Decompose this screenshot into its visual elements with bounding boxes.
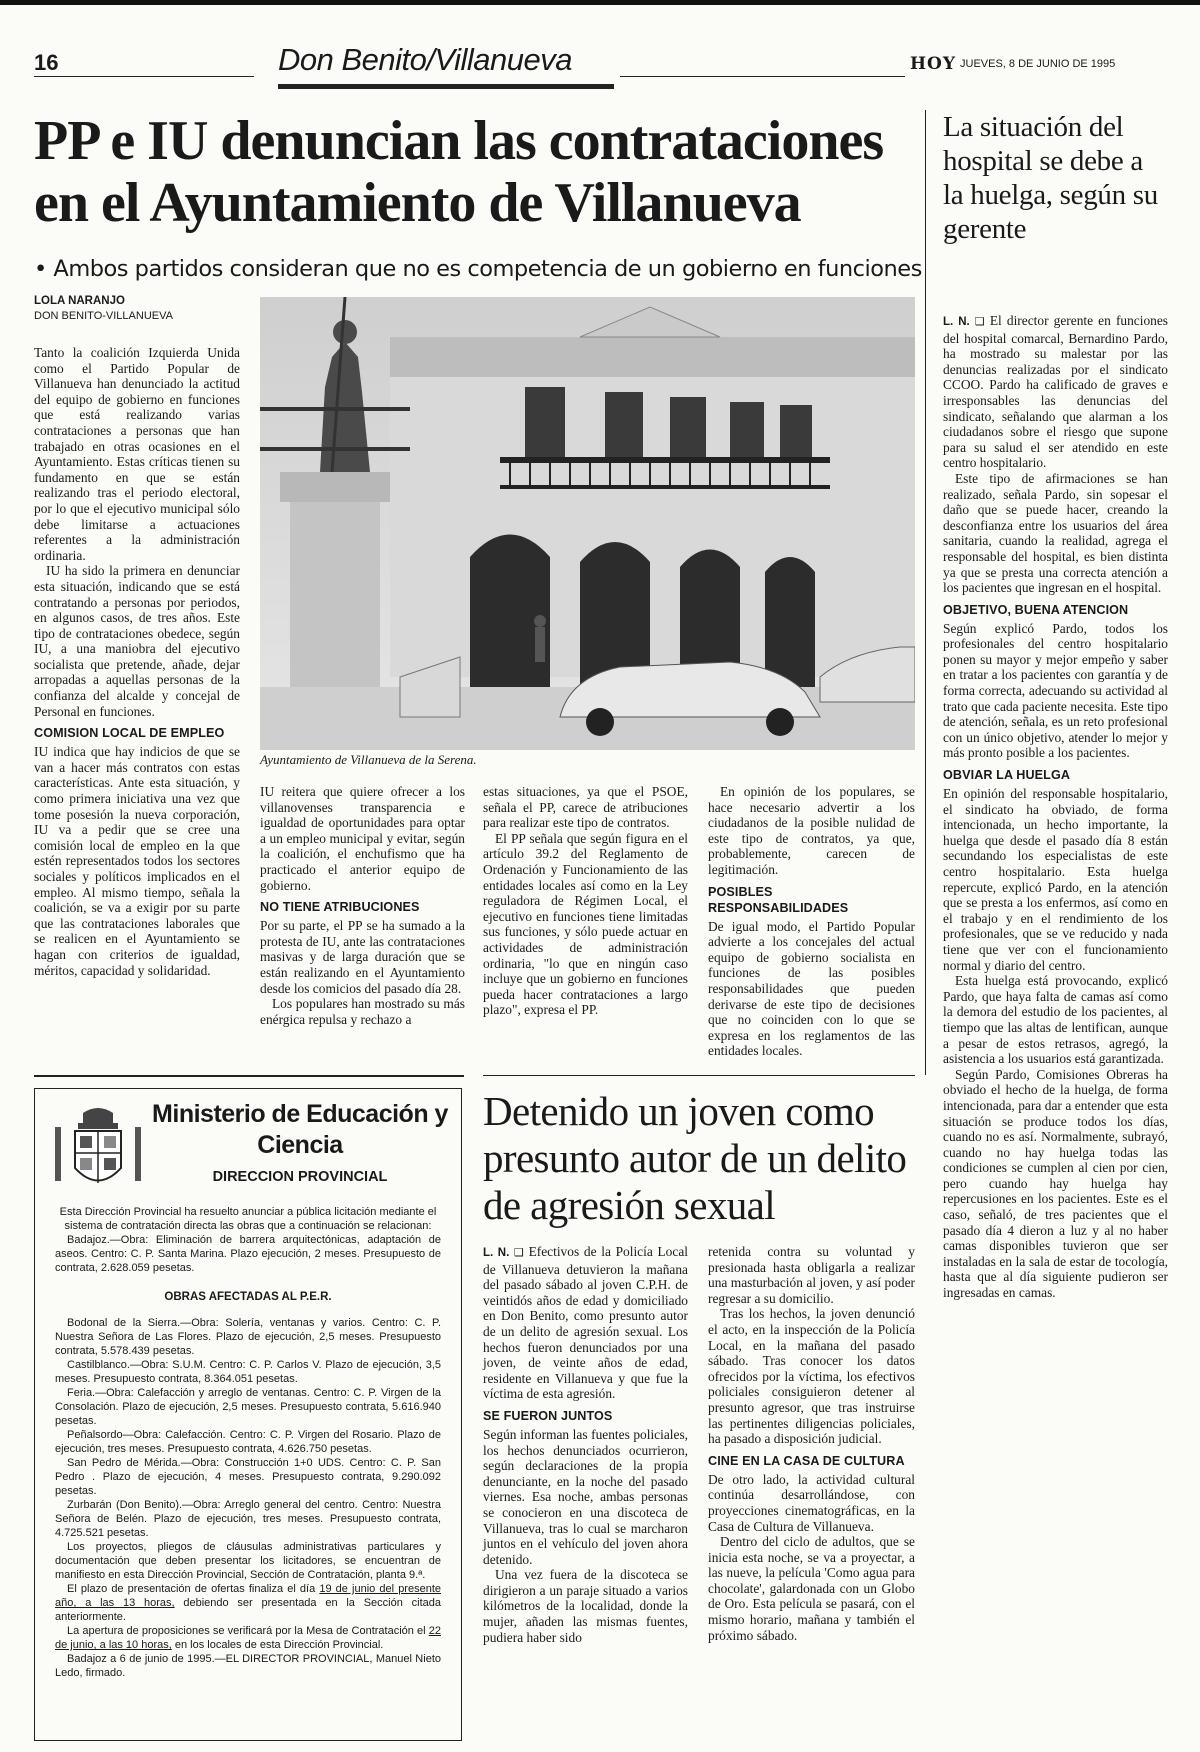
col4-subheading: POSIBLES RESPONSABILIDADES [708, 884, 849, 915]
col3-para-1: estas situaciones, ya que el PSOE, señala el PP, carece de atribuciones para realizar este tipo de contratos. [483, 784, 688, 831]
col2-subheading: NO TIENE ATRIBUCIONES [260, 900, 420, 915]
second-para-6: De otro lado, la actividad cultural continúa desarrollándose, con proyecciones cinematográficas, en la Casa de Cultura de Villanueva. [708, 1471, 915, 1534]
town-hall-photo [260, 297, 915, 750]
second-col2 [708, 1244, 915, 1643]
main-subhead: • Ambos partidos consideran que no es competencia de un gobierno en funciones [34, 256, 922, 282]
deadline-date: 19 de junio del presente año, a las 13 horas, [55, 1583, 441, 1609]
col1-para-1: Tanto la coalición Izquierda Unida como el Partido Popular de Villanueva han denunciado la actitud del equipo de gobierno en funciones que está realizando varias contrataciones a personas que han trabajado en otras ocasiones en el Ayuntamiento. Estas críticas tienen su fundamento en que se están realizando tras el periodo electoral, por lo que el ejecutivo municipal sólo debe limitarse a actuaciones referentes a la administración ordinaria. [34, 345, 240, 563]
col1-para-2: IU ha sido la primera en denunciar esta situación, indicando que se está contratando a personas por periodos, en algunos casos, de tres años. Este tipo de contrataciones obedece, según IU, a una maniobra del ejecutivo socialista que pretende, añade, dejar arropadas a aquellas personas de la confianza del alcalde y concejal de Personal en funciones. [34, 563, 240, 719]
ministry-opening [55, 1624, 441, 1652]
ministry-intro: Esta Dirección Provincial ha resuelto anunciar a pública licitación mediante el sistema de contratación directa las obras que a continuación se relacionan: [59, 1206, 437, 1232]
second-para-5: Tras los hechos, la joven denunció el acto, en la inspección de la Policía Local, en la mañana del pasado sábado. Tras conocer los datos ofrecidos por la víctima, los efectivos policiales consiguieron detener al presunto agresor, que tras instruirse las pertinentes diligencias policiales, ha pasado a disposición judicial. [708, 1306, 915, 1447]
main-author: LOLA NARANJO [34, 295, 125, 307]
main-location: DON BENITO-VILLANUEVA [34, 310, 173, 322]
col2-para-2: Por su parte, el PP se ha sumado a la protesta de IU, ante las contrataciones masivas y de larga duración que se están realizando en el Ayuntamiento desde los comicios del pasado día 28. [260, 918, 465, 996]
deadline-post: debiendo ser presentada en la Sección citada anteriormente. [55, 1597, 441, 1623]
ministry-item-7: Los proyectos, pliegos de cláusulas administrativas particulares y documentación que deben presentar los licitadores, se encuentran de manifiesto en esta Dirección Provincial, Sección de Contratación, planta 9.ª. [55, 1541, 441, 1581]
ministry-section-title: OBRAS AFECTADAS AL P.E.R. [164, 1291, 332, 1303]
ministry-title-line2: Ciencia [257, 1131, 343, 1159]
coat-of-arms-icon [53, 1103, 143, 1195]
sidebar-subheading-2: OBVIAR LA HUELGA [943, 768, 1071, 783]
sidebar-para-3: Según explicó Pardo, todos los profesionales del centro hospitalario ponen su mayor y mejor empeño y saber en tratar a los pacientes con garantía y de forma correcta, adecuando su actividad al trato que cada paciente necesita. Este tipo de atención, señala, es un reto profesional con un único objetivo, atender lo mejor y más pronto posible a los pacientes. [943, 620, 1168, 761]
ministry-deadline [55, 1582, 441, 1624]
top-border [0, 0, 1200, 5]
second-byline: L. N. [483, 1247, 510, 1259]
section-title: Don Benito/Villanueva [278, 42, 572, 77]
second-para-7: Dentro del ciclo de adultos, que se inicia esta noche, se va a proyectar, a las nueve, la película 'Como agua para chocolate', galardonada con un Globo de Oro. Esta película se pasará, con el mismo horario, mañana y también el próximo sábado. [708, 1534, 915, 1643]
col2-para-3: Los populares han mostrado su más enérgica repulsa y rechazo a [260, 996, 465, 1027]
ministry-item-3: Feria.—Obra: Calefacción y arreglo de ventanas. Centro: C. P. Virgen de la Consolación. Plazo de ejecución, 2,5 meses. Presupuesto contrata, 5.616.940 pesetas. [55, 1387, 441, 1427]
ministry-item-2: Castilblanco.—Obra: S.U.M. Centro: C. P. Carlos V. Plazo de ejecución, 3,5 meses. Presupuesto contrata, 8.364.051 pesetas. [55, 1359, 441, 1385]
sidebar-headline: La situación del hospital se debe a la huelga, según su gerente [943, 111, 1158, 245]
ministry-item-6: Zurbarán (Don Benito).—Obra: Arreglo general del centro. Centro: Nuestra Señora de Belén. Plazo de ejecución, tres meses. Presupuesto contrata, 4.725.521 pesetas. [55, 1499, 441, 1539]
main-col4 [708, 784, 915, 1059]
sidebar-divider [925, 110, 926, 1075]
photo-caption: Ayuntamiento de Villanueva de la Serena. [260, 752, 477, 767]
col4-para-2: De igual modo, el Partido Popular advierte a los concejales del actual equipo de gobierno socialista en funciones de las posibles responsabilidades que pueden derivarse de este tipo de decisiones que no coinciden con lo que se expresa en los reglamentos de las entidades locales. [708, 918, 915, 1059]
byline-box-icon: ❑ [974, 315, 985, 328]
sidebar-subheading-1: OBJETIVO, BUENA ATENCION [943, 602, 1129, 617]
sidebar-para-1: El director gerente en funciones del hospital comarcal, Bernardino Pardo, ha mostrado su malestar por las denuncias realizadas por el sindicato CCOO. Pardo ha calificado de graves e irresponsables las denuncias del sindicato, señalando que alarman a los ciudadanos sobre el riesgo que supone para su salud el ser atendido en este centro hospitalario. [943, 313, 1169, 471]
header-rule-right [620, 76, 905, 77]
ministry-subtitle: DIRECCION PROVINCIAL [212, 1169, 388, 1185]
col4-para-1: En opinión de los populares, se hace necesario advertir a los ciudadanos de la posible nulidad de este tipo de contratos, ya que, probablemente, carecen de legitimación. [708, 784, 915, 877]
second-col1 [483, 1244, 688, 1645]
sidebar-para-4: En opinión del responsable hospitalario, el sindicato ha obviado, de forma intencionada, un hecho importante, la huelga que desde el pasado día 8 están secundando los especialistas de este centro hospitalario. Esta huelga repercute, explicó Pardo, en la atención que se presta a los enfermos, así como en el trabajo y en el rendimiento de los profesionales, que se ve reducido y nada tiene que ver con el funcionamiento normal y diario del centro. [943, 786, 1168, 973]
sidebar-body [943, 313, 1168, 1301]
main-col2 [260, 784, 465, 1027]
main-headline-line1: PP e IU denuncian las contrataciones [34, 110, 884, 172]
second-para-2: Según informan las fuentes policiales, los hechos denunciados ocurrieron, según declaraciones de la propia denunciante, en la noche del pasado viernes. Esa noche, ambas personas se conocieron en una discoteca de Villanueva, tras lo cual se marcharon juntos en el vehículo del joven ahora detenido. [483, 1426, 688, 1567]
sidebar-para-2: Este tipo de afirmaciones se han realizado, señala Pardo, sin sopesar el daño que se puede hacer, creando la desconfianza entre los usuarios del área sanitaria, cuando la realidad, agrega el responsable del hospital, es bien distinta ya que se presta una correcta atención a los pacientes que ingresan en el hospital. [943, 470, 1168, 596]
second-para-3: Una vez fuera de la discoteca se dirigieron a un paraje situado a varios kilómetros de la localidad, donde la mujer, añaden las mismas fuentes, pudiera haber sido [483, 1567, 688, 1645]
second-subheading-1: SE FUERON JUNTOS [483, 1408, 613, 1423]
sidebar-byline: L. N. [943, 316, 970, 328]
header-date: JUEVES, 8 DE JUNIO DE 1995 [960, 58, 1116, 70]
main-headline [34, 110, 883, 234]
lower-rule-left [34, 1075, 464, 1077]
ministry-item-badajoz: Badajoz.—Obra: Eliminación de barrera arquitectónicas, adaptación de aseos. Centro: C. P. Santa Marina. Plazo ejecución, 2 meses. Presupuesto de contrata, 2.628.059 pesetas. [55, 1234, 441, 1274]
ministry-title [147, 1099, 453, 1161]
ministry-item-1: Bodonal de la Sierra.—Obra: Solería, ventanas y varios. Centro: C. P. Nuestra Señora de Las Flores. Plazo de ejecución, 2,5 meses. Presupuesto contrata, 5.578.439 pesetas. [55, 1317, 441, 1357]
ministry-body [55, 1205, 441, 1680]
second-subheading-2: CINE EN LA CASA DE CULTURA [708, 1453, 905, 1468]
second-para-4: retenida contra su voluntad y presionada hasta obligarla a realizar una masturbación al joven, y así poder regresar a su domicilio. [708, 1244, 915, 1306]
sidebar-para-6: Según Pardo, Comisiones Obreras ha obviado el hecho de la huelga, de forma intencionada, para dar a entender que esta situación se produce todos los días, cuando no es así. Normalmente, subrayó, cuando no hay huelga todas las condiciones se cumplen al cien por cien, pero cuando hay huelga hay repercusiones en los pacientes. Este es el caso, señaló, de tres pacientes que el pasado día 4 dieron a luz y al no haber camas disponibles tuvieron que ser instaladas en la sala de estar de tocología, hasta que al día siguiente pudieron ser ingresadas en camas. [943, 1066, 1168, 1301]
opening-date: 22 de junio, a las 10 horas, [55, 1625, 441, 1651]
section-underline [278, 84, 614, 89]
ministry-title-line1: Ministerio de Educación y [152, 1100, 448, 1128]
page-number: 16 [34, 50, 59, 75]
main-col1 [34, 345, 240, 978]
main-col3 [483, 784, 688, 1018]
opening-post: en los locales de esta Dirección Provincial. [171, 1639, 384, 1651]
ministry-item-5: San Pedro de Mérida.—Obra: Construcción 1+0 UDS. Centro: C. P. San Pedro . Plazo de ejecución, 4 meses. Presupuesto contrata, 9.290.092 pesetas. [55, 1457, 441, 1497]
lower-rule-right [483, 1075, 915, 1076]
hoy-logo: HOY [910, 54, 957, 74]
col3-para-2: El PP señala que según figura en el artículo 39.2 del Reglamento de Ordenación y Funcionamiento de las entidades locales así como en la Ley reguladora de Régimen Local, el ejecutivo en funciones tiene limitadas sus funciones, y sólo puede actuar en actividades de administración ordinaria, "lo que en ningún caso incluye que un gobierno en funciones pueda hacer contrataciones a largo plazo", expresa el PP. [483, 830, 688, 1018]
second-headline: Detenido un joven como presunto autor de un delito de agresión sexual [483, 1088, 907, 1228]
main-headline-line2: en el Ayuntamiento de Villanueva [34, 172, 801, 234]
ministry-item-4: Peñalsordo—Obra: Calefacción. Centro: C. P. Virgen del Rosario. Plazo de ejecución, tres meses. Presupuesto contrata, 4.626.750 pesetas. [55, 1429, 441, 1455]
byline-box-icon-2: ❑ [514, 1246, 524, 1259]
deadline-pre: El plazo de presentación de ofertas finaliza el día [67, 1583, 320, 1595]
ministry-notice [34, 1088, 462, 1741]
opening-pre: La apertura de proposiciones se verificará por la Mesa de Contratación el [67, 1625, 429, 1637]
header-rule-left [34, 76, 254, 77]
sidebar-para-5: Esta huelga está provocando, explicó Pardo, que haya falta de camas así como la demora del estudio de los pacientes, al tiempo que las altas de lentifican, aunque a pesar de estos retrasos, agregó, la asistencia a los usuarios está garantizada. [943, 973, 1168, 1067]
col1-para-3: IU indica que hay indicios de que se van a hacer más contratos con estas características. Ante esta situación, y como primera iniciativa una vez que tome posesión la nueva corporación, IU va a pedir que se cree una comisión local de empleo en la que estén representados todos los sectores sociales y políticos implicados en el empleo. Al mismo tiempo, señala la coalición, se va a exigir por su parte que las contrataciones laborales que se realicen en el Ayuntamiento se hagan con criterios de igualdad, méritos, capacidad y solidaridad. [34, 744, 240, 978]
ministry-signature: Badajoz a 6 de junio de 1995.—EL DIRECTOR PROVINCIAL, Manuel Nieto Ledo, firmado. [55, 1653, 441, 1679]
second-para-1: Efectivos de la Policía Local de Villanueva detuvieron la mañana del pasado sábado al joven C.P.H. de veintidós años de edad y domiciliado en Don Benito, como presunto autor de un delito de agresión sexual. Los hechos fueron denunciados por una joven, de veinte años de edad, residente en Villanueva y que fue la víctima de esta agresión. [483, 1244, 688, 1402]
col1-subheading: COMISION LOCAL DE EMPLEO [34, 726, 225, 741]
col2-para-1: IU reitera que quiere ofrecer a los villanovenses transparencia e igualdad de oportunidades para optar a un empleo municipal y evitar, según la coalición, el enchufismo que ha practicado el anterior equipo de gobierno. [260, 784, 465, 893]
